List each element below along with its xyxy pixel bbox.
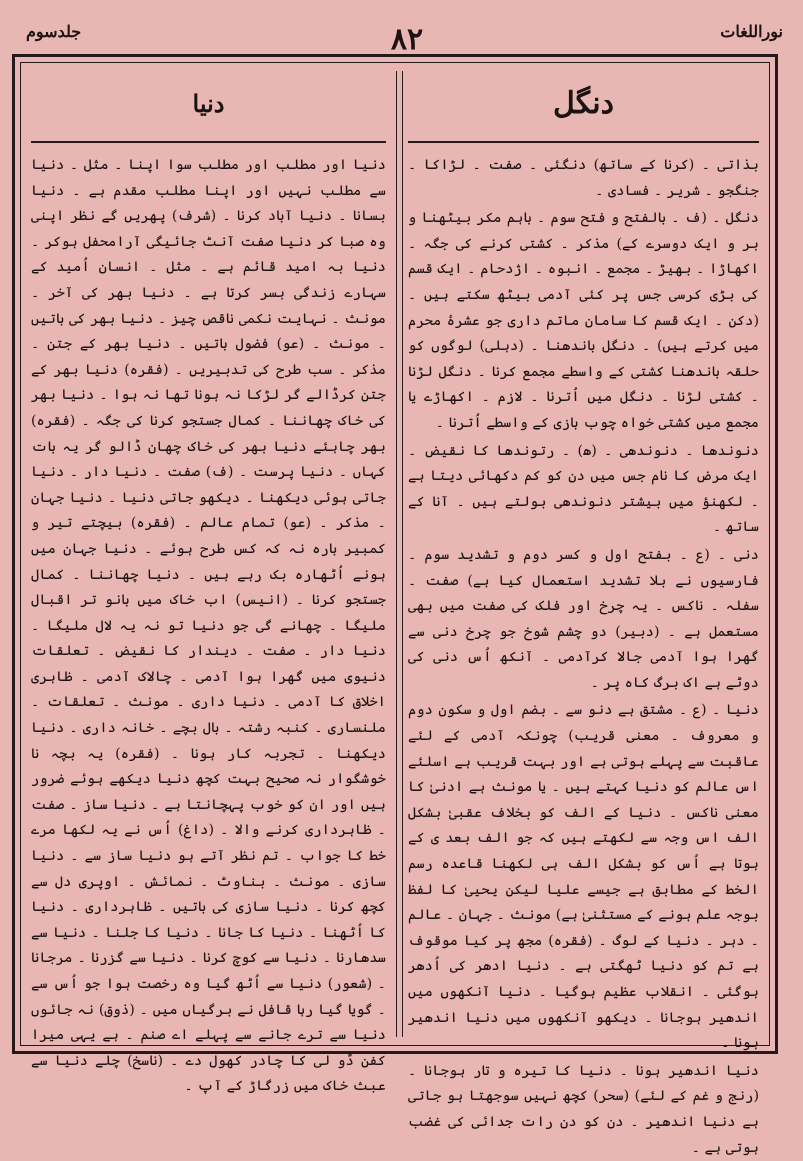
dictionary-entry: بذاتی ۔ (کرنا کے ساتھ) دنگئی ۔ صفت ۔ لڑاکا ۔ جنگجو ۔ شریر ۔ فسادی ۔ bbox=[408, 157, 759, 199]
dictionary-entry: دنوندھا ۔ دنوندھی ۔ (ھ) ۔ رتوندھا کا نقیض ۔ ایک مرض کا نام جس میں دن کو کم دکھائی دیتا ہے ۔ لکھنؤ میں بیشتر دنوندھی بولتے ہیں ۔ آنا کے ساتھ ۔ bbox=[408, 442, 759, 536]
right-column-title: دنگل bbox=[408, 73, 759, 143]
dictionary-entry: دنیا اندھیر ہونا ۔ دنیا کا تیرہ و تار ہوجانا ۔ (رنج و غم کے لئے) (سحر) کچھ نہیں سوجھتا ہو جاتی ہے دنیا اندھیر ۔ دن کو دن رات جدائی کی غضب ہوتی ہے ۔ bbox=[408, 1062, 759, 1156]
page-frame-inner bbox=[20, 62, 770, 1156]
left-column bbox=[31, 73, 386, 1095]
page-number: ۸۲ bbox=[390, 22, 424, 57]
page-frame bbox=[12, 54, 778, 1156]
column-divider bbox=[396, 71, 403, 1037]
volume-label: جلدسوم bbox=[26, 22, 82, 41]
dictionary-entry: دنیا اور مطلب اور مطلب سوا اپنا ۔ مثل ۔ دنیا سے مطلب نہیں اور اپنا مطلب مقدم ہے ۔ دنیا بسانا ۔ دنیا آباد کرنا ۔ (شرف) پھریں گے نظر اپنی وہ صبا کر دنیا صفت آنٹ جائیگی آرامحفل ہوکر ۔ دنیا بہ امید قائم ہے ۔ مثل ۔ انسان اُمید کے سہارے زندگی بسر کرتا ہے ۔ دنیا بھر کی آخر ۔ مونث ۔ نہایت نکمی ناقص چیز ۔ دنیا بھر کی باتیں ۔ مونث ۔ (عو) فضول باتیں ۔ دنیا بھر کے جتن ۔ مذکر ۔ سب طرح کی تدبیریں ۔ (فقرہ) دنیا بھر کے جتن کرڈالے گر لڑکا نہ ہونا تھا نہ ہوا ۔ دنیا بھر کی خاک چھاننا ۔ کمال جستجو کرنا کی جگہ ۔ (فقرہ) بھر چاہئے دنیا بھر کی خاک چھان ڈالو گر یہ بات کہاں ۔ دنیا پرست ۔ (ف) صفت ۔ دنیا دار ۔ دنیا جاتی ہوئی دیکھنا ۔ دیکھو جاتی دنیا ۔ دنیا جہان ۔ مذکر ۔ (عو) تمام عالم ۔ (فقرہ) بیچتے تیر و کمبیر بارہ نہ کہ کس طرح ہوئے ۔ دنیا جہان میں ہونے اُٹھارہ بک رہے ہیں ۔ دنیا چھاننا ۔ کمال جستجو کرنا ۔ (انیس) اب خاک میں بانو تر اقبال ملیگا ۔ چھانے گی جو دنیا تو نہ یہ لال ملیگا ۔ دنیا دار ۔ صفت ۔ دیندار کا نقیض ۔ تعلقات دنیوی میں گھرا ہوا آدمی ۔ چالاک آدمی ۔ ظاہری اخلاق کا آدمی ۔ دنیا داری ۔ مونث ۔ تعلقات ۔ ملنساری ۔ کنبہ رشتہ ۔ بال بچے ۔ خانہ داری ۔ دنیا دیکھنا ۔ تجربہ کار ہونا ۔ (فقرہ) یہ بچہ نا خوشگوار نہ صحیح بہت کچھ دنیا دیکھے ہوئے ضرور ہیں اور ان کو خوب پہچانتا ہے ۔ دنیا ساز ۔ صفت ۔ ظاہرداری کرنے والا ۔ (داغ) اُس نے یہ لکھا مرے خط کا جواب ۔ تم نظر آتے ہو دنیا ساز سے ۔ دنیا سازی ۔ مونث ۔ بناوٹ ۔ نمائش ۔ اوپری دل سے کچھ کرنا ۔ دنیا سازی کی باتیں ۔ ظاہرداری ۔ دنیا کا اُٹھنا ۔ دنیا کا جانا ۔ دنیا کا جلنا ۔ دنیا سے سدھارنا ۔ دنیا سے کوچ کرنا ۔ دنیا سے گزرنا ۔ مرجانا ۔ (شعور) دنیا سے اُٹھ گیا وہ رخصت ہوا جو اُس سے ۔ گویا گیا رہا قافل نے برگیاں میں ۔ (ذوق) نہ جائوں دنیا سے ترے جانے سے پہلے اے صنم ۔ ہے یہی میرا کفن ڈو لی کا چادر کھول دے ۔ (ناسخ) چلے دنیا سے عبث خاک میں زرگاڑ کے آپ ۔ bbox=[31, 157, 386, 1095]
right-column bbox=[408, 73, 759, 1156]
book-title: نوراللغات bbox=[720, 22, 783, 41]
dictionary-entry: دنگل ۔ (ف ۔ بالفتح و فتح سوم ۔ باہم مکر بیٹھنا و بر و ایک دوسرے کے) مذکر ۔ کشتی کرنے کی جگہ ۔ اکھاڑا ۔ بھیڑ ۔ مجمع ۔ انبوہ ۔ اژدحام ۔ ایک قسم کی بڑی کرسی جس پر کئی آدمی بیٹھ سکتے ہیں ۔ (دکن ۔ ایک قسم کا سامان ماتم داری جو عشرۂ محرم میں کرتے ہیں) ۔ دنگل باندھنا ۔ (دہلی) لوگوں کو حلقہ باندھنا کشتی کے واسطے مجمع کرنا ۔ دنگل لڑنا ۔ کشتی لڑنا ۔ دنگل میں اُترنا ۔ لازم ۔ اکھاڑے یا مجمع میں کشتی خواہ چوب بازی کے واسطے اُترنا ۔ bbox=[408, 210, 759, 431]
left-column-title: دنیا bbox=[31, 73, 386, 143]
dictionary-entry: دنی ۔ (ع ۔ بفتح اول و کسر دوم و تشدید سوم ۔ فارسیوں نے بلا تشدید استعمال کیا ہے) صفت ۔ سفلہ ۔ ناکس ۔ یہ چرخ اور فلک کی صفت میں بھی مستعمل ہے ۔ (دبیر) دو چشم شوخ جو چرخ دنی سے گھرا ہوا آدمی جالا کرآدمی ۔ آنکھ اُس دنی کی دوٹے ہے اک برگ کاہ پر ۔ bbox=[408, 546, 759, 691]
dictionary-entry: دنیا ۔ (ع ۔ مشتق ہے دنو سے ۔ بضم اول و سکون دوم و معروف ۔ معنی قریب) چونکہ آدمی کے لئے عاقبت سے پہلے ہوتی ہے اور بہت قریب ہے اسلئے اس عالم کو دنیا کہتے ہیں ۔ یا مونث ہے ادنیٰ کا معنی ناکس ۔ دنیا کے الف کو بخلاف عقبیٰ بشکل الف اس وجہ سے لکھتے ہیں کہ جو الف بعد ی کے ہوتا ہے اُس کو بشکل الف ہی لکھنا قاعدہ رسم الخط کے مطابق ہے جیسے علیا لیکن یحییٰ کا لفظ بوجہ علم ہونے کے مستثنیٰ ہے) مونث ۔ جہان ۔ عالم ۔ دہر ۔ دنیا کے لوگ ۔ (فقرہ) مجھ پر کیا موقوف ہے تم کو دنیا ٹھگتی ہے ۔ دنیا ادھر کی اُدھر ہوگئی ۔ انقلاب عظیم ہوگیا ۔ دنیا آنکھوں میں اندھیر ہوجانا ۔ دیکھو آنکھوں میں دنیا اندھیر ہونا ۔ bbox=[408, 702, 759, 1052]
